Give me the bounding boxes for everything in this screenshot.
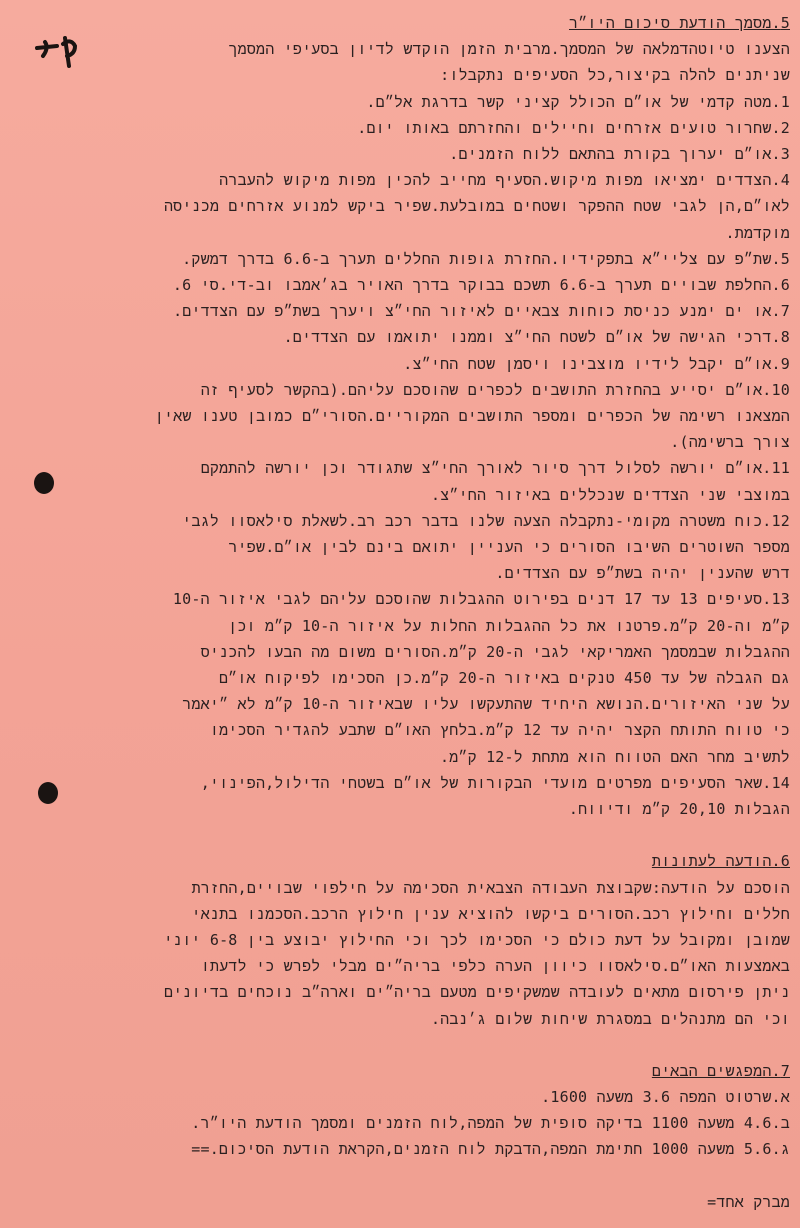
section-spacer xyxy=(100,822,790,848)
document-body xyxy=(100,10,790,1215)
text-line: 5.שת״פ עם צליי״א בתפקידיו.החזרת גופות החללים תערך ב-6.6 בדרך דמשק. xyxy=(182,249,790,268)
text-line: 9.או״ם יקבל לידיו מוצבינו ויסמן שטח החי״צ. xyxy=(403,354,790,373)
section-spacer xyxy=(100,1163,790,1189)
text-line: 3.או״ם יערוך בקורת בהתאם ללוח הזמנים. xyxy=(449,145,790,164)
text-line: הצענו טיוטהדמלאה של המסמך.מרבית הזמן הוקדש לדיון בסעיפי המסמך xyxy=(228,40,790,59)
text-line: ההגבלות שבמסמך האמריקאי לגבי ה-20 ק״מ.הסורים משום מה הבעו להכניס xyxy=(200,642,790,661)
text-line: 13.סעיפים 13 עד 17 דנים בפירוט ההגבלות שהוסכם עליהם לגבי איזור ה-10 xyxy=(172,590,790,609)
section-heading-next-meetings: 7.המפגשים הבאים xyxy=(651,1061,790,1080)
text-line: הגבלות 20,10 ק״מ ודיווח. xyxy=(568,800,790,819)
text-line: א.שרטוט המפה 3.6 משעה 1600. xyxy=(541,1087,790,1106)
text-line: 2.שחרור טועים אזרחים וחיילים והחזרתם באותו יום. xyxy=(357,118,790,137)
text-line: באמצעות האו״ם.סילאסוו כיוון הערה כלפי בריה״ים מבלי לפרש כי לדעתו xyxy=(200,957,790,976)
section-heading-chair-summary: 5.מסמך הודעת סיכום היו״ר xyxy=(569,14,790,32)
text-line: מוקדמת. xyxy=(725,223,790,242)
text-line: ק״מ וה-20 ק״מ.פרטנו את כל ההגבלות החלות על איזור ה-10 ק״מ וכן xyxy=(228,616,790,635)
text-line: לתשיב מחר האם הטווח הוא מתחת ל-12 ק״מ. xyxy=(440,747,790,766)
text-line: 8.דרכי הגישה של או״ם לשטח החי״צ וממנו יתואמו עם הצדדים. xyxy=(283,328,790,347)
text-line: 10.או״ם יסייע בהחזרת התושבים לכפרים שהוסכם עליהם.(בהקשר לסעיף זה xyxy=(200,380,790,399)
text-line: 7.או ים ימנע כניסת כוחות צבאיים לאיזור החי״צ ויערך בשת״פ עם הצדדים. xyxy=(173,302,790,321)
text-line: ג.5.6 משעה 1000 חתימת המפה,הדבקת לוח הזמנים,הקראת הודעת הסיכום.== xyxy=(191,1140,790,1159)
text-line: חללים וחילוץ רכב.הסורים ביקשו להוציא ענין חילוץ הרכב.הסכמנו בתנאי xyxy=(191,904,790,923)
section-spacer xyxy=(100,1032,790,1058)
handwritten-page-number-mark xyxy=(35,34,85,74)
section-heading-press-release: 6.הודעה לעתונות xyxy=(651,852,790,871)
text-line: הוסכם על הודעה:שקבוצת העבודה הצבאית הסכימה על חילפוי שבויים,החזרת xyxy=(191,878,790,897)
text-line: 1.מטה קדמי של או״ם הכולל קציני קשר בדרגת אל״ם. xyxy=(366,92,790,111)
text-line: במוצבי שני הצדדים שנכללים באיזור החי״צ. xyxy=(430,485,790,504)
text-line: מספר השוטרים השיבו הסורים כי העניין יתואם בינם לבין או״ם.שפיר xyxy=(228,538,790,557)
text-line: צורך ברשימה). xyxy=(670,433,790,452)
text-line: 6.החלפת שבויים תערך ב-6.6 תשכם בבוקר בדרך האויר בג׳אמבו וב-די.סי 6. xyxy=(172,276,790,295)
text-line: דרש שהענין יהיה בשת״פ עם הצדדים. xyxy=(495,564,790,583)
punch-hole-lower xyxy=(38,782,58,804)
text-line: שמובן ומקובל על דעת כולם כי הסכימו לכך וכי החילוץ יבוצע בין 6-8 יוני xyxy=(163,930,790,949)
text-line: גם הגבלה של עד 450 טנקים באיזור ה-20 ק״מ.כן הסכימו לפיקוח או״ם xyxy=(218,669,790,688)
text-line: לאו״ם,הן לגבי שטח ההפקר ושטחים במובלעת.שפיר ביקש למנוע אזרחים מכניסה xyxy=(163,197,790,216)
punch-hole-upper xyxy=(34,472,54,494)
text-line: המצאנו רשימה של הכפרים ומספר התושבים המקוריים.הסורי״ם כמובן טענו שאין xyxy=(154,407,790,426)
text-line: 11.או״ם יורשה לסלול דרך סיור לאורך החי״צ שתגודר וכן יורשה להתמקם xyxy=(200,459,790,478)
text-line: שניתנים להלה בקיצור,כל הסעיפים נתקבלו: xyxy=(440,66,790,85)
text-line: 12.כוח משטרה מקומי-נתקבלה הצעה שלנו בדבר רכב רב.לשאלת סילאסוו לגבי xyxy=(182,511,790,530)
text-line: על שני האיזורים.הנושא היחיד שהתעקשו עליו שבאיזור ה-10 ק״מ לא ״יאמר xyxy=(182,695,790,714)
text-line: 4.הצדדים ימציאו מפות מיקוש.הסעיף מחייב להכין מפות מיקוש להעברה xyxy=(219,171,790,190)
text-line: ב.4.6 משעה 1100 בדיקה סופית של המפה,לוח הזמנים ומסמך הודעת היו״ר. xyxy=(191,1114,790,1133)
text-line: כי טווח התותח הקצר יהיה עד 12 ק״מ.בלחץ האו״ם שתבע להגדיר הסכימו xyxy=(209,721,790,740)
text-line: ניתן פירסום מתאים לעובדה שמשקיפים מטעם בריה״ים וארה״ב נוכחים בדיונים xyxy=(164,983,790,1002)
text-line: וכי הם מתנהלים במסגרת שיחות שלום ג׳נבה. xyxy=(430,1009,790,1028)
signature-line: מברק אחד= xyxy=(707,1192,790,1211)
text-line: 14.שאר הסעיפים מפרטים מועדי הבקורות של או״ם בשטחי הדילול,הפינוי, xyxy=(200,773,790,792)
